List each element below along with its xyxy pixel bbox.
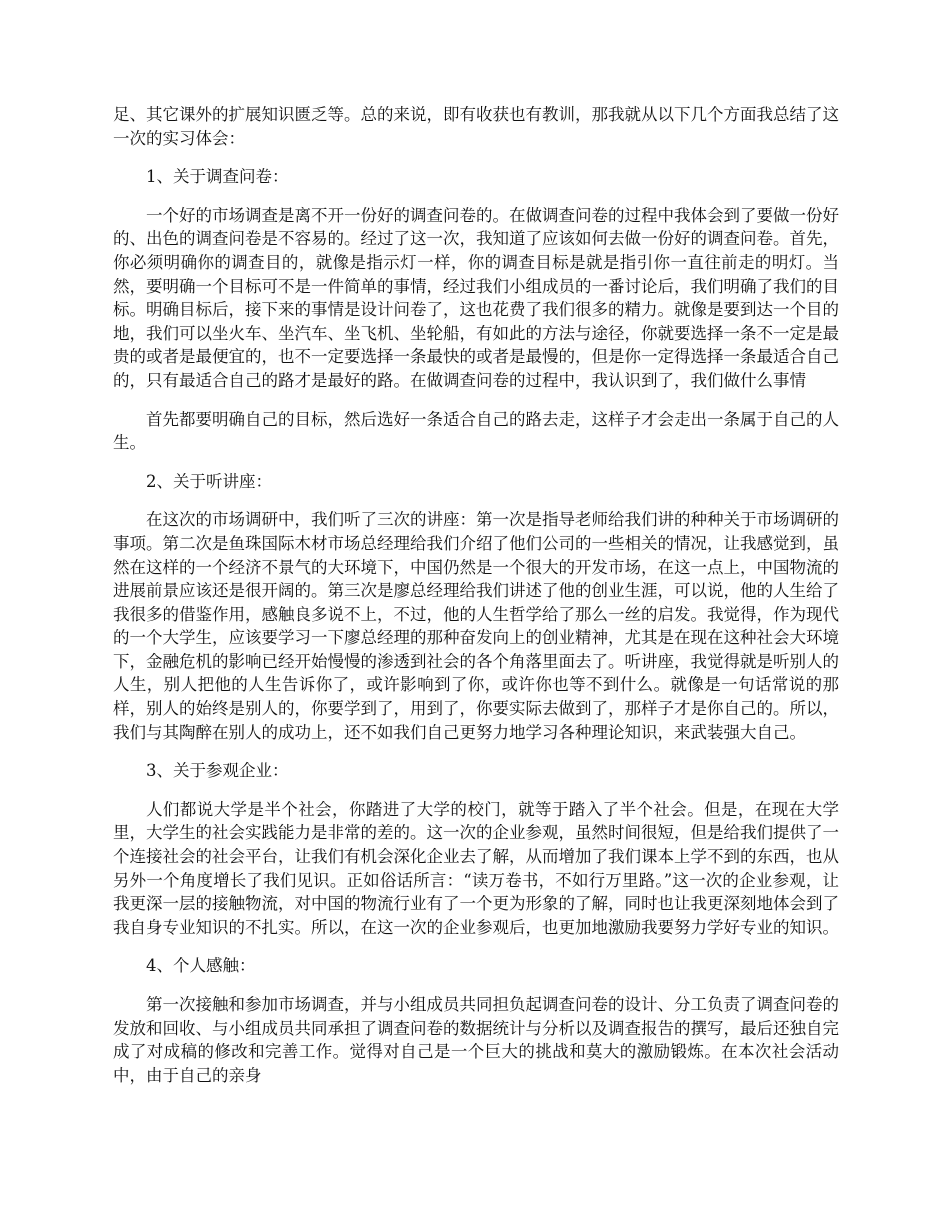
- section-heading: 1、关于调查问卷：: [146, 167, 289, 187]
- document-page: [113, 103, 839, 1102]
- body-paragraph: 足、其它课外的扩展知识匮乏等。总的来说，即有收获也有教训，那我就从以下几个方面我总结了这一次的实习体会：: [113, 105, 839, 148]
- body-paragraph: 一个好的市场调查是离不开一份好的调查问卷的。在做调查问卷的过程中我体会到了要做一份好的、出色的调查问卷是不容易的。经过了这一次，我知道了应该如何去做一份好的调查问卷。首先，你必须明确你的调查目的，就像是指示灯一样，你的调查目标是就是指引你一直往前走的明灯。当然，要明确一个目标可不是一件简单的事情，经过我们小组成员的一番讨论后，我们明确了我们的目标。明确目标后，接下来的事情是设计问卷了，这也花费了我们很多的精力。就像是要到达一个目的地，我们可以坐火车、坐汽车、坐飞机、坐轮船，有如此的方法与途径，你就要选择一条不一定是最贵的或者是最便宜的，也不一定要选择一条最快的或者是最慢的，但是你一定得选择一条最适合自己的，只有最适合自己的路才是最好的路。在做调查问卷的过程中，我认识到了，我们做什么事情: [113, 205, 839, 390]
- body-paragraph: 首先都要明确自己的目标，然后选好一条适合自己的路去走，这样子才会走出一条属于自己的人生。: [113, 409, 839, 453]
- body-paragraph: 第一次接触和参加市场调查，并与小组成员共同担负起调查问卷的设计、分工负责了调查问卷的发放和回收、与小组成员共同承担了调查问卷的数据统计与分析以及调查报告的撰写，最后还独自完成了对成稿的修改和完善工作。觉得对自己是一个巨大的挑战和莫大的激励锻炼。在本次社会活动中，由于自己的亲身: [113, 995, 839, 1085]
- section-heading: 2、关于听讲座：: [146, 471, 272, 491]
- body-paragraph: 人们都说大学是半个社会，你踏进了大学的校门，就等于踏入了半个社会。但是，在现在大学里，大学生的社会实践能力是非常的差的。这一次的企业参观，虽然时间很短，但是给我们提供了一个连接社会的社会平台，让我们有机会深化企业去了解，从而增加了我们课本上学不到的东西，也从另外一个角度增长了我们见识。正如俗话所言：“读万卷书，不如行万里路。”这一次的企业参观，让我更深一层的接触物流，对中国的物流行业有了一个更为形象的了解，同时也让我更深刻地体会到了我自身专业知识的不扎实。所以，在这一次的企业参观后，也更加地激励我要努力学好专业的知识。: [113, 799, 839, 937]
- section-heading: 4、个人感触：: [146, 956, 256, 976]
- body-paragraph: 在这次的市场调研中，我们听了三次的讲座：第一次是指导老师给我们讲的种种关于市场调研的事项。第二次是鱼珠国际木材市场总经理给我们介绍了他们公司的一些相关的情况，让我感觉到，虽然在这样的一个经济不景气的大环境下，中国仍然是一个很大的开发市场，在这一点上，中国物流的进展前景应该还是很开阔的。第三次是廖总经理给我们讲述了他的创业生涯，可以说，他的人生给了我很多的借鉴作用，感触良多说不上，不过，他的人生哲学给了那么一丝的启发。我觉得，作为现代的一个大学生，应该要学习一下廖总经理的那种奋发向上的创业精神，尤其是在现在这种社会大环境下，金融危机的影响已经开始慢慢的渗透到社会的各个角落里面去了。听讲座，我觉得就是听别人的人生，别人把他的人生告诉你了，或许影响到了你，或许你也等不到什么。就像是一句话常说的那样，别人的始终是别人的，你要学到了，用到了，你要实际去做到了，那样子才是你自己的。所以，我们与其陶醉在别人的成功上，还不如我们自己更努力地学习各种理论知识，来武装强大自己。: [113, 510, 839, 742]
- section-heading: 3、关于参观企业：: [146, 761, 289, 781]
